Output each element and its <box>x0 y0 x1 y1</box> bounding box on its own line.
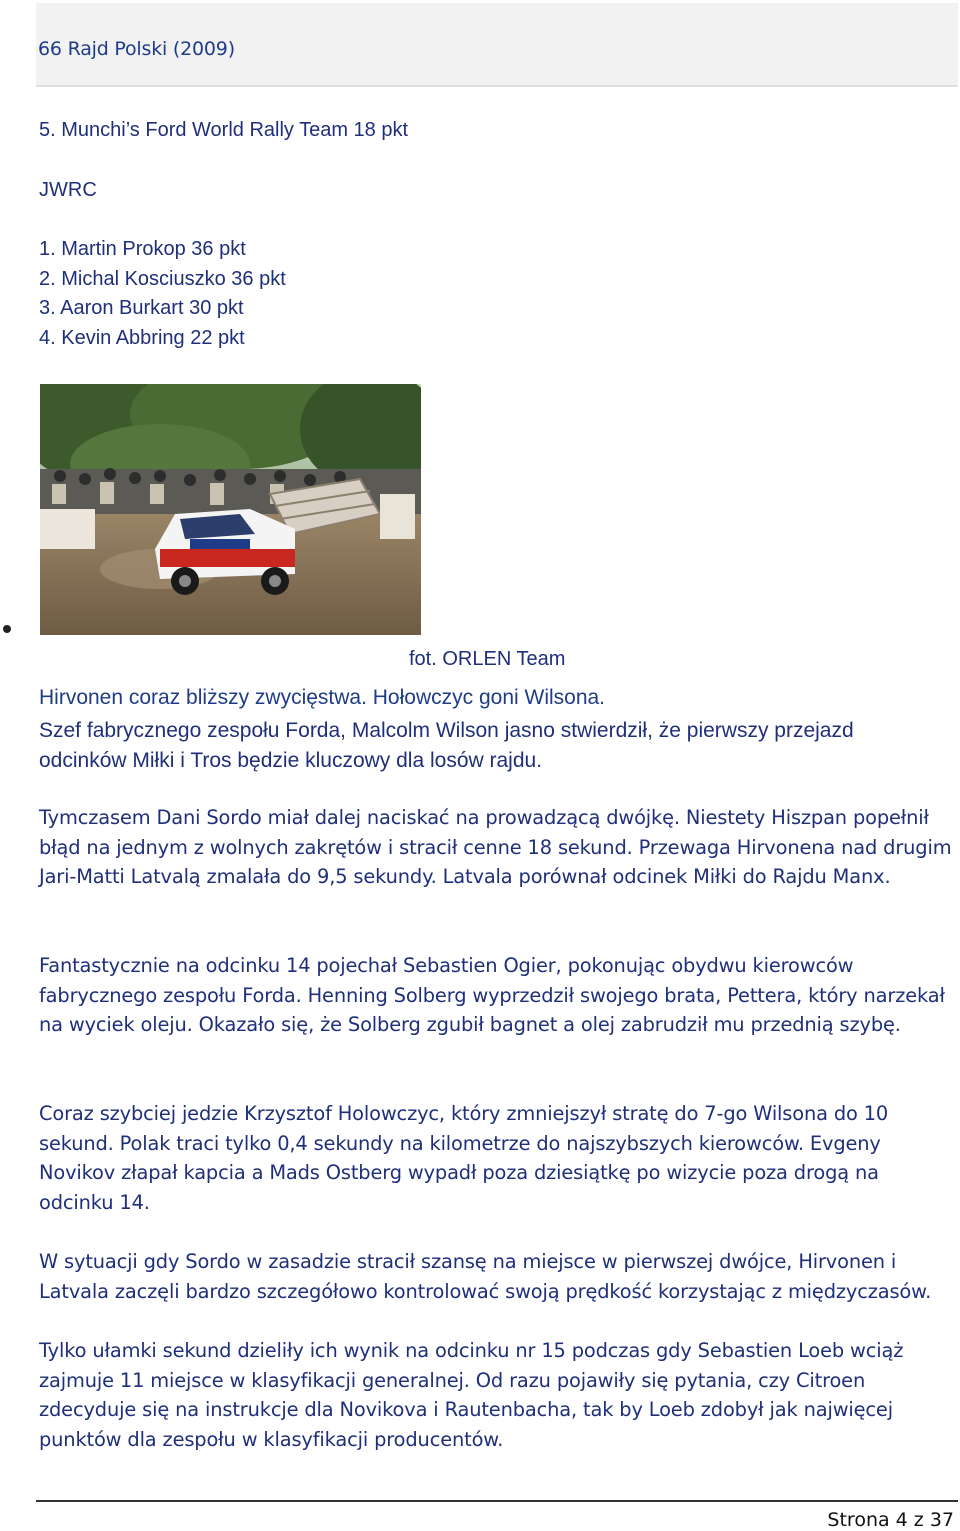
article-paragraph: Tymczasem Dani Sordo miał dalej naciskać na prowadzącą dwójkę. Niestety Hiszpan popełnił błąd na jednym z wolnych zakrętów i stracił cenne 18 sekund. Przewaga Hirvonena nad drugim Jari-Matti Latvalą zmalała do 9,5 sekundy. Latvala porównał odcinek Miłki do Rajdu Manx. <box>39 806 952 889</box>
article-paragraph: W sytuacji gdy Sordo w zasadzie stracił szansę na miejsce w pierwszej dwójce, Hirvonen i Latvala zaczęli bardzo szczegółowo kontrolować swoją prędkość korzystając z międzyczasów. <box>39 1250 932 1303</box>
article-headline: Hirvonen coraz bliższy zwycięstwa. Hołowczyc goni Wilsona. <box>39 686 606 709</box>
article-paragraph: Fantastycznie na odcinku 14 pojechał Sebastien Ogier, pokonując obydwu kierowców fabrycznego zespołu Forda. Henning Solberg wyprzedził swojego brata, Pettera, który narzekał na wyciek oleju. Okazało się, że Solberg zgubił bagnet a olej zabrudził mu przednią szybę. <box>39 954 945 1037</box>
rally-photo <box>40 384 421 635</box>
article-paragraph: Coraz szybciej jedzie Krzysztof Holowczyc, który zmniejszył stratę do 7-go Wilsona do 10 sekund. Polak traci tylko 0,4 sekundy na kilometrze do najszybszych kierowców. Evgeny Novikov złapał kapcia a Mads Ostberg wypadł poza dziesiątkę po wizycie poza drogą na odcinku 14. <box>39 1102 889 1214</box>
list-item: 3. Aaron Burkart 30 pkt <box>39 297 244 319</box>
list-item: 2. Michal Kosciuszko 36 pkt <box>39 268 286 290</box>
list-bullet <box>3 625 11 633</box>
list-item: 4. Kevin Abbring 22 pkt <box>39 327 245 349</box>
photo-caption: fot. ORLEN Team <box>409 648 566 670</box>
page-number: Strona 4 z 37 <box>827 1509 954 1531</box>
article-paragraph: Tylko ułamki sekund dzieliły ich wynik na odcinku nr 15 podczas gdy Sebastien Loeb wciąż zajmuje 11 miejsce w klasyfikacji generalnej. Od razu pojawiły się pytania, czy Citroen zdecyduje się na instrukcje dla Novikova i Rautenbacha, tak by Loeb zdobył jak najwięcej punktów dla zespołu w klasyfikacji producentów. <box>39 1339 904 1451</box>
category-label: JWRC <box>39 179 97 201</box>
list-item: 1. Martin Prokop 36 pkt <box>39 238 246 260</box>
standings-team-line: 5. Munchi’s Ford World Rally Team 18 pkt <box>39 119 409 141</box>
page-title: 66 Rajd Polski (2009) <box>38 38 235 60</box>
article-lead: Szef fabrycznego zespołu Forda, Malcolm Wilson jasno stwierdził, że pierwszy przejazd odcinków Miłki i Tros będzie kluczowy dla losów rajdu. <box>39 719 854 772</box>
footer-divider <box>36 1500 958 1502</box>
